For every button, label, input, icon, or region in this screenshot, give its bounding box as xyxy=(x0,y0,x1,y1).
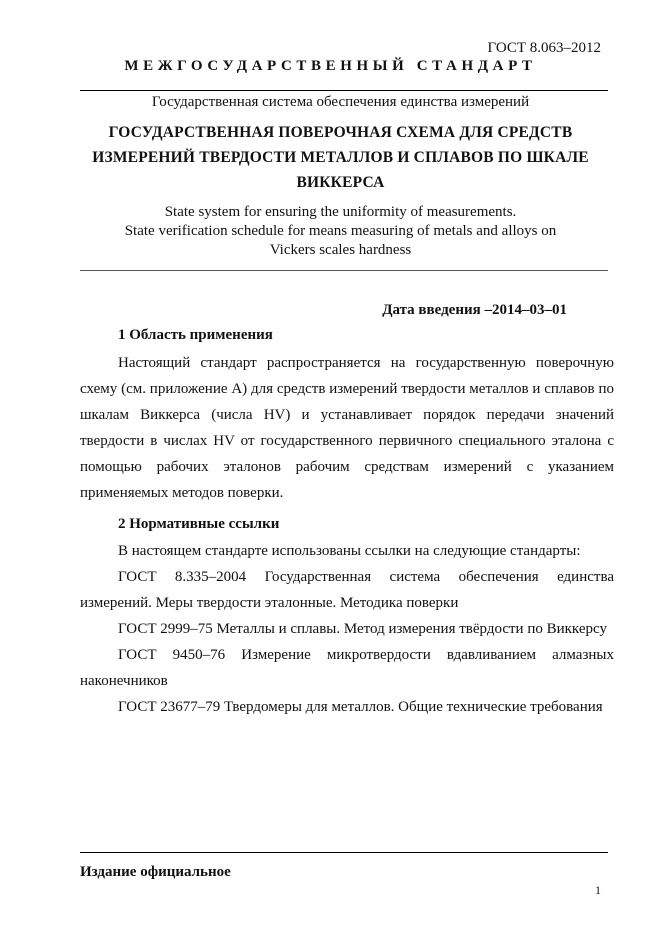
scope-paragraph xyxy=(80,350,614,506)
english-title-line: State system for ensuring the uniformity of measurements. xyxy=(164,204,517,220)
english-title xyxy=(70,203,611,260)
page-number: 1 xyxy=(595,883,601,897)
references-intro: В настоящем стандарте использованы ссылки на следующие стандарты: xyxy=(118,543,581,559)
footer-divider xyxy=(80,852,608,853)
standard-type-heading: МЕЖГОСУДАРСТВЕННЫЙ СТАНДАРТ xyxy=(124,58,537,74)
reference-item: ГОСТ 23677–79 Твердомеры для металлов. Общие технические требования xyxy=(118,699,603,715)
main-title-line: ВИККЕРСА xyxy=(296,174,385,191)
english-title-line: Vickers scales hardness xyxy=(269,242,412,258)
document-code: ГОСТ 8.063–2012 xyxy=(487,40,601,56)
scope-text: Настоящий стандарт распространяется на государственную поверочную схему (см. приложение А) для средств измерений твердости металлов и сплавов по шкалам Виккерса (числа HV) и устанавливает порядок передачи значений твердости в числах HV от государственного первичного специального эталона с помощью рабочих эталонов рабочим средствам измерений с указанием применяемых методов поверки. xyxy=(80,355,614,501)
references-heading: 2 Нормативные ссылки xyxy=(118,516,280,532)
reference-item: ГОСТ 8.335–2004 Государственная система обеспечения единства измерений. Меры твердости эталонные. Методика поверки xyxy=(80,569,614,611)
english-title-line: State verification schedule for means measuring of metals and alloys on xyxy=(124,223,557,239)
header-divider xyxy=(80,90,608,91)
title-divider xyxy=(80,270,608,271)
edition-note: Издание официальное xyxy=(80,864,231,880)
scope-heading: 1 Область применения xyxy=(118,327,273,343)
reference-item: ГОСТ 2999–75 Металлы и сплавы. Метод измерения твёрдости по Виккерсу xyxy=(118,621,607,637)
main-title-line: ГОСУДАРСТВЕННАЯ ПОВЕРОЧНАЯ СХЕМА ДЛЯ СРЕДСТВ xyxy=(108,124,573,141)
references-list xyxy=(80,538,614,720)
main-title-line: ИЗМЕРЕНИЙ ТВЕРДОСТИ МЕТАЛЛОВ И СПЛАВОВ ПО ШКАЛЕ xyxy=(92,149,589,166)
reference-item: ГОСТ 9450–76 Измерение микротвердости вдавливанием алмазных наконечников xyxy=(80,647,614,689)
state-system-subtitle: Государственная система обеспечения единства измерений xyxy=(151,94,530,110)
introduction-date: Дата введения –2014–03–01 xyxy=(382,302,567,318)
main-title xyxy=(70,120,611,195)
